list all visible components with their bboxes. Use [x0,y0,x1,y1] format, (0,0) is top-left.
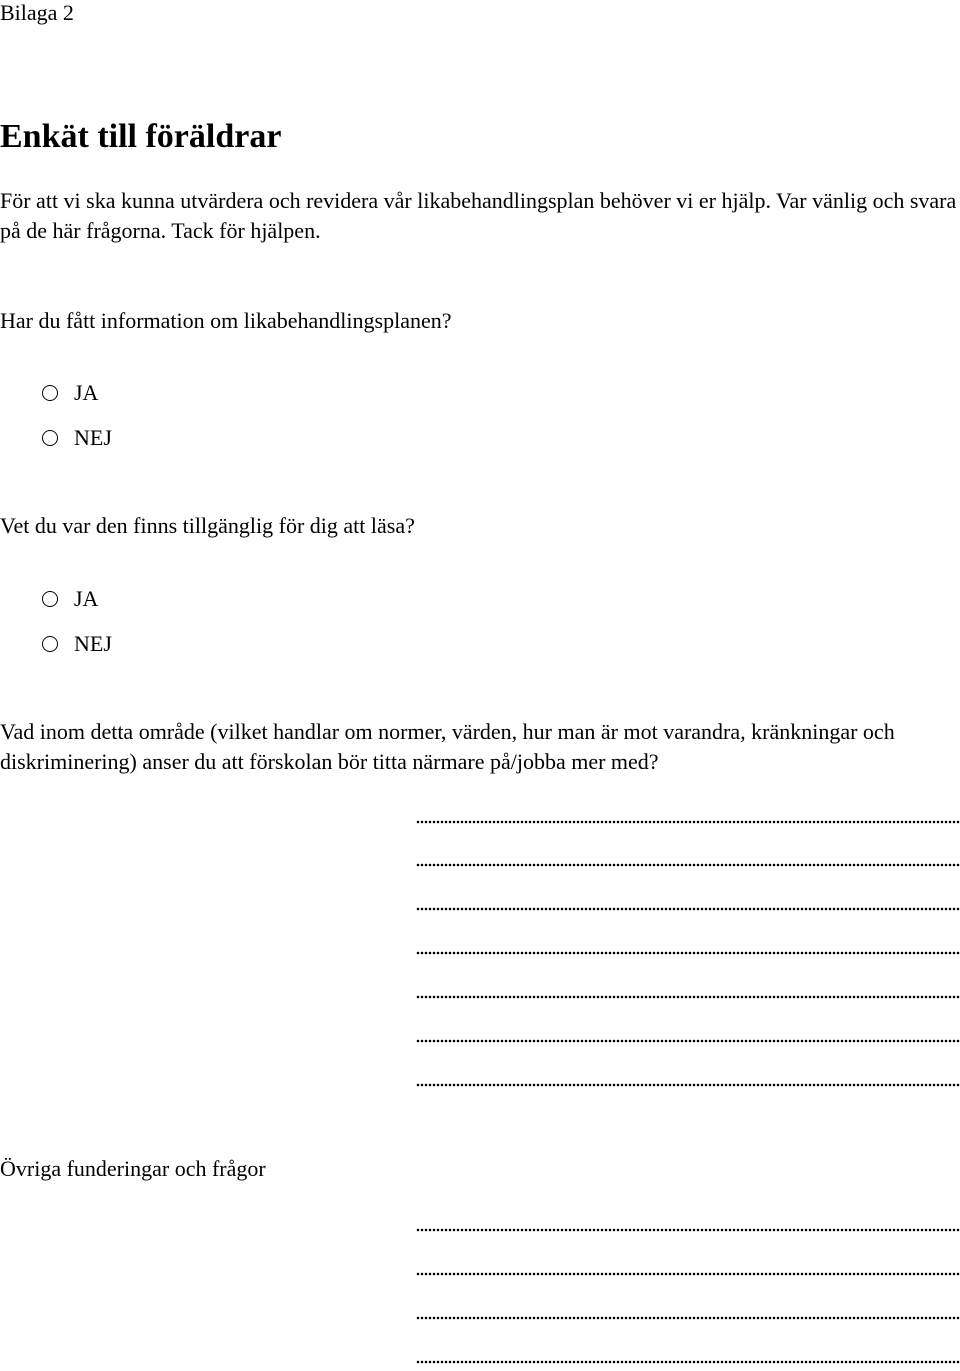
radio-circle-icon[interactable] [42,636,58,652]
radio-circle-icon[interactable] [42,430,58,446]
q2-option-nej-label: NEJ [74,631,112,656]
answer-line[interactable] [416,907,960,911]
answer-line[interactable] [416,820,960,824]
page-label: Bilaga 2 [0,0,74,25]
answer-line[interactable] [416,1316,960,1320]
answer-line[interactable] [416,1039,960,1043]
question-3-text: Vad inom detta område (vilket handlar om normer, värden, hur man är mot varandra, kränkningar och diskriminering) anser du att förskolan bör titta närmare på/jobba mer med? [0,719,895,774]
q1-option-ja[interactable] [42,378,98,408]
q2-option-nej[interactable] [42,629,112,659]
answer-line[interactable] [416,995,960,999]
answer-line[interactable] [416,1083,960,1087]
q1-option-ja-label: JA [74,380,99,405]
question-4-text: Övriga funderingar och frågor [0,1156,266,1181]
answer-line[interactable] [416,863,960,867]
q1-option-nej[interactable] [42,423,112,453]
answer-line[interactable] [416,951,960,955]
radio-circle-icon[interactable] [42,591,58,607]
intro-text: För att vi ska kunna utvärdera och revidera vår likabehandlingsplan behöver vi er hjälp. Var vänlig och svara på de här frågorna. Tack för hjälpen. [0,188,957,243]
question-2-text: Vet du var den finns tillgänglig för dig att läsa? [0,513,415,538]
question-1-text: Har du fått information om likabehandlingsplanen? [0,308,452,333]
q2-option-ja[interactable] [42,584,98,614]
radio-circle-icon[interactable] [42,385,58,401]
answer-line[interactable] [416,1272,960,1276]
q2-option-ja-label: JA [74,586,99,611]
page-title: Enkät till föräldrar [0,118,282,155]
q1-option-nej-label: NEJ [74,425,112,450]
answer-line[interactable] [416,1228,960,1232]
answer-line[interactable] [416,1360,960,1364]
